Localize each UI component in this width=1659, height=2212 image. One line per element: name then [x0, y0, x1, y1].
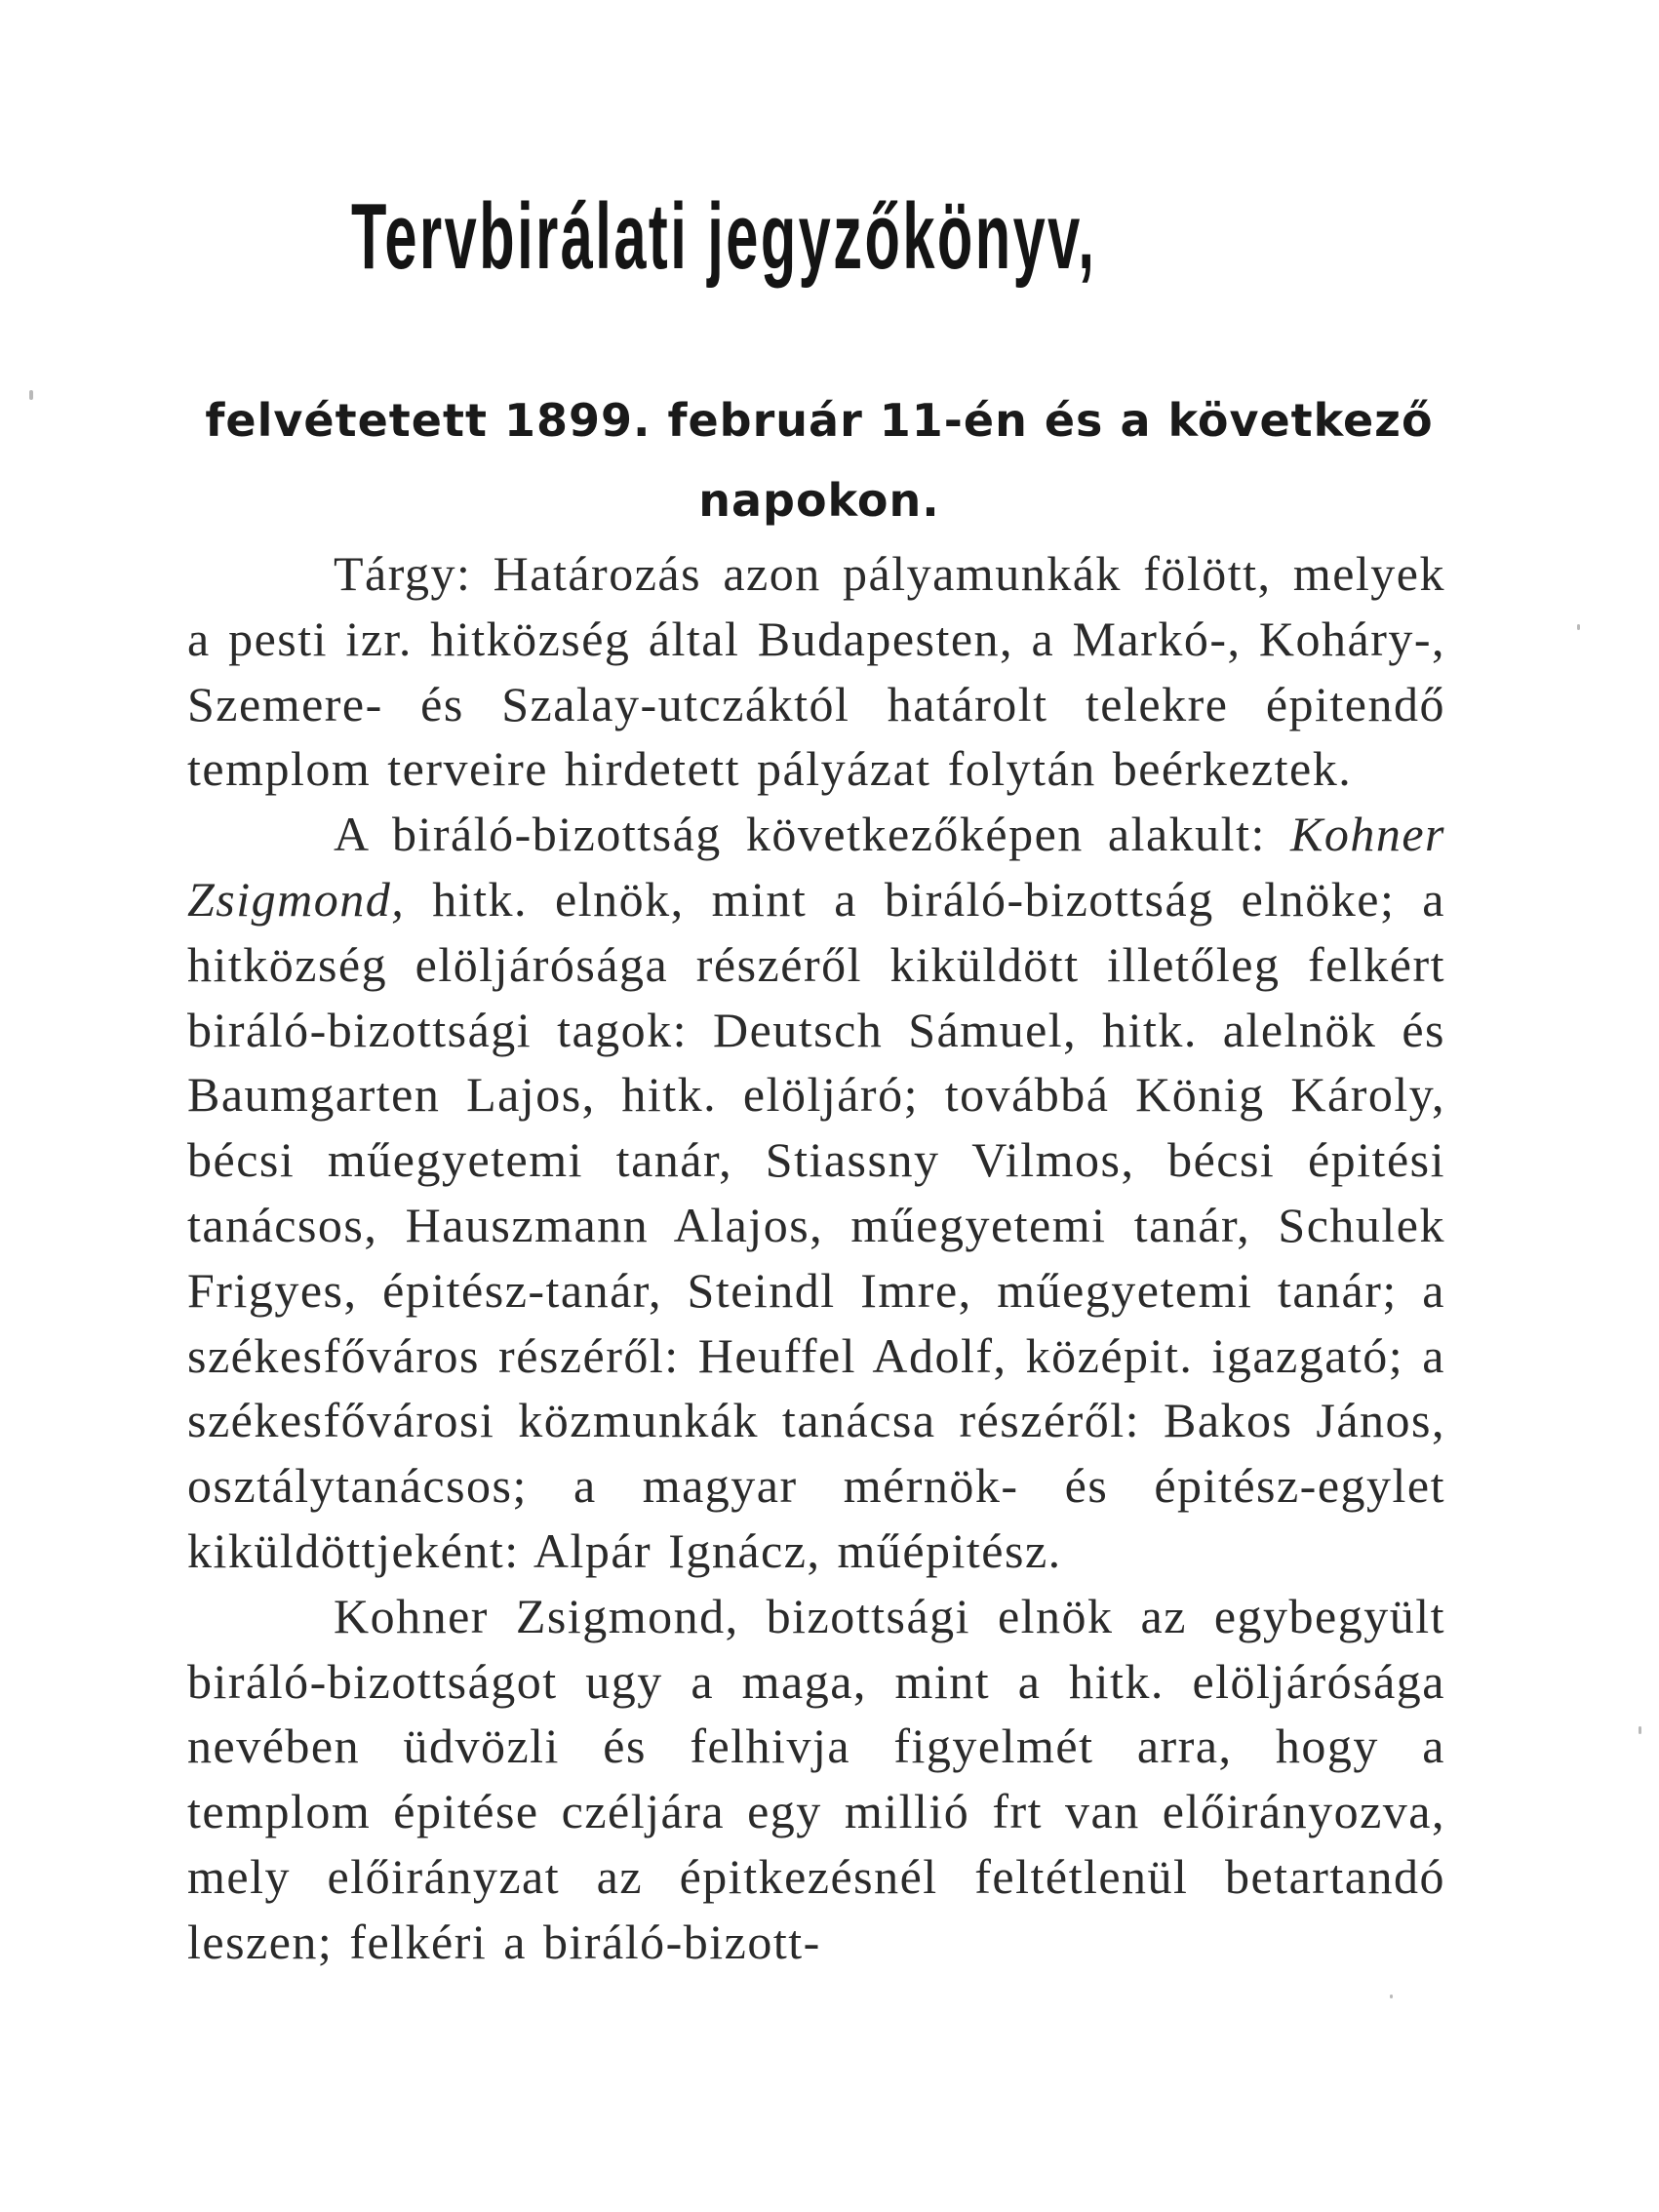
chair-name: Kohner Zsigmond,	[187, 807, 1445, 927]
committee-members: hitk. elnök, mint a biráló-bizottság elnöke; a hitközség elöljárósága részéről kiküldött illetőleg felkért biráló-bizottsági tagok: Deutsch Sámuel, hitk. alelnök és Baumgarten Lajos, hitk. elöljáró; továbbá König Károly, bécsi műegyetemi tanár, Stiassny Vilmos, bécsi épitési tanácsos, Hauszmann Alajos, műegyetemi tanár, Schulek Frigyes, épitész-tanár, Steindl Imre, műegyetemi tanár; a székesfőváros részéről: Heuffel Adolf, középit. igazgató; a székesfővárosi közmunkák tanácsa részéről: Bakos János, osztálytanácsos; a magyar mérnök- és épitész-egylet kiküldöttjeként: Alpár Ignácz, műépitész.	[187, 871, 1446, 1578]
subtitle-line-2: napokon.	[698, 474, 940, 527]
paragraph-opening: Kohner Zsigmond, bizottsági elnök az egybegyült biráló-bizottságot ugy a maga, mint a hitk. elöljárósága nevében üdvözli és felhivja figyelmét arra, hogy a templom épitése czéljára egy millió frt van előirányozva, mely előirányzat az épitkezésnél feltétlenül betartandó leszen; felkéri a biráló-bizott-	[187, 1588, 1445, 1969]
document-subtitle	[185, 380, 1453, 540]
paragraph-committee	[187, 802, 1445, 1584]
committee-lead: A biráló-bizottság következőképen alakult:	[334, 807, 1266, 862]
paper-speck	[29, 390, 33, 400]
paper-speck	[1390, 1995, 1393, 1998]
paragraph-subject: Tárgy: Határozás azon pályamunkák fölött, melyek a pesti izr. hitközség által Budapesten, a Markó-, Koháry-, Szemere- és Szalay-utczáktól határolt telekre épitendő templom terveire hirdetett pályázat folytán beérkeztek.	[187, 546, 1445, 797]
document-title: Tervbirálati jegyzőkönyv,	[351, 184, 1097, 289]
subtitle-line-1: felvétetett 1899. február 11-én és a következő	[205, 394, 1434, 447]
document-body	[187, 541, 1445, 1975]
paper-speck	[1577, 624, 1580, 630]
paper-speck	[1639, 1726, 1641, 1734]
